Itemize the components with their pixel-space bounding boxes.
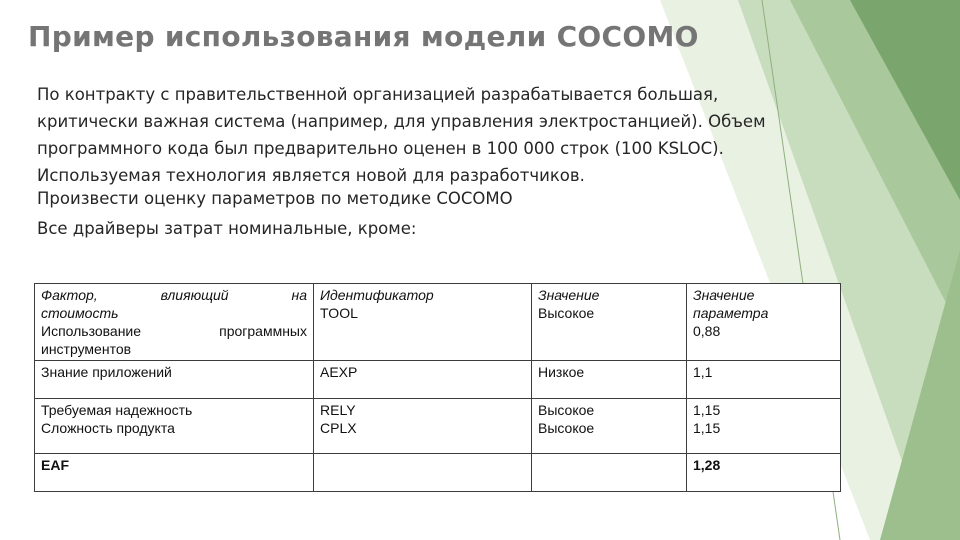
table-cell <box>532 454 687 492</box>
table-cell-text: CPLX <box>320 420 357 436</box>
drivers-note: Все драйверы затрат номинальные, кроме: <box>37 219 417 238</box>
table-cell-text: RELY <box>320 402 356 418</box>
table-cell-text: Использование программных <box>41 323 307 339</box>
table-cell: Знание приложений <box>35 361 314 399</box>
table-cell <box>314 454 532 492</box>
table-cell-text: 1,15 <box>693 402 721 418</box>
table-cell <box>532 399 687 454</box>
table-cell-text: Требуемая надежность <box>41 402 193 418</box>
description-line: Используемая технология является новой для разработчиков. <box>37 166 585 185</box>
description-line: критически важная система (например, для управления электростанцией). Объем <box>37 112 766 131</box>
header-param: Значение <box>693 287 755 303</box>
table-cell-text: 1,15 <box>693 420 721 436</box>
table-cell-text: Высокое <box>538 305 595 321</box>
table-cell <box>532 284 687 361</box>
table-cell: EAF <box>35 454 314 492</box>
description-line: программного кода был предварительно оценен в 100 000 строк (100 KSLOC). <box>37 139 724 158</box>
table-cell: Низкое <box>532 361 687 399</box>
description-paragraph <box>37 81 766 189</box>
table-cell-text: инструментов <box>41 341 132 357</box>
cost-drivers-table <box>34 283 841 492</box>
table-cell: AEXP <box>314 361 532 399</box>
header-value: Значение <box>538 287 600 303</box>
table-row <box>35 399 841 454</box>
table-cell <box>687 284 841 361</box>
table-row <box>35 361 841 399</box>
table-row <box>35 454 841 492</box>
header-identifier: Идентификатор <box>320 287 434 303</box>
description-line: По контракту с правительственной организацией разрабатывается большая, <box>37 85 719 104</box>
table-cell: 1,1 <box>687 361 841 399</box>
page-title: Пример использования модели COCOMO <box>28 20 699 53</box>
table-cell-text: Сложность продукта <box>41 420 175 436</box>
table-cell-text: TOOL <box>320 305 358 321</box>
table-cell-text: 0,88 <box>693 323 721 339</box>
task-text: Произвести оценку параметров по методике COCOMO <box>37 189 513 208</box>
header-factor-cont: стоимость <box>41 305 119 321</box>
table-cell <box>314 284 532 361</box>
table-cell <box>314 399 532 454</box>
table-cell <box>35 284 314 361</box>
table-cell <box>35 399 314 454</box>
table-cell <box>687 399 841 454</box>
table-row <box>35 284 841 361</box>
table-cell-text: Высокое <box>538 402 595 418</box>
table-cell-text: Высокое <box>538 420 595 436</box>
header-factor: Фактор, влияющий на <box>41 287 307 303</box>
header-param-cont: параметра <box>693 305 769 321</box>
table-cell: 1,28 <box>687 454 841 492</box>
